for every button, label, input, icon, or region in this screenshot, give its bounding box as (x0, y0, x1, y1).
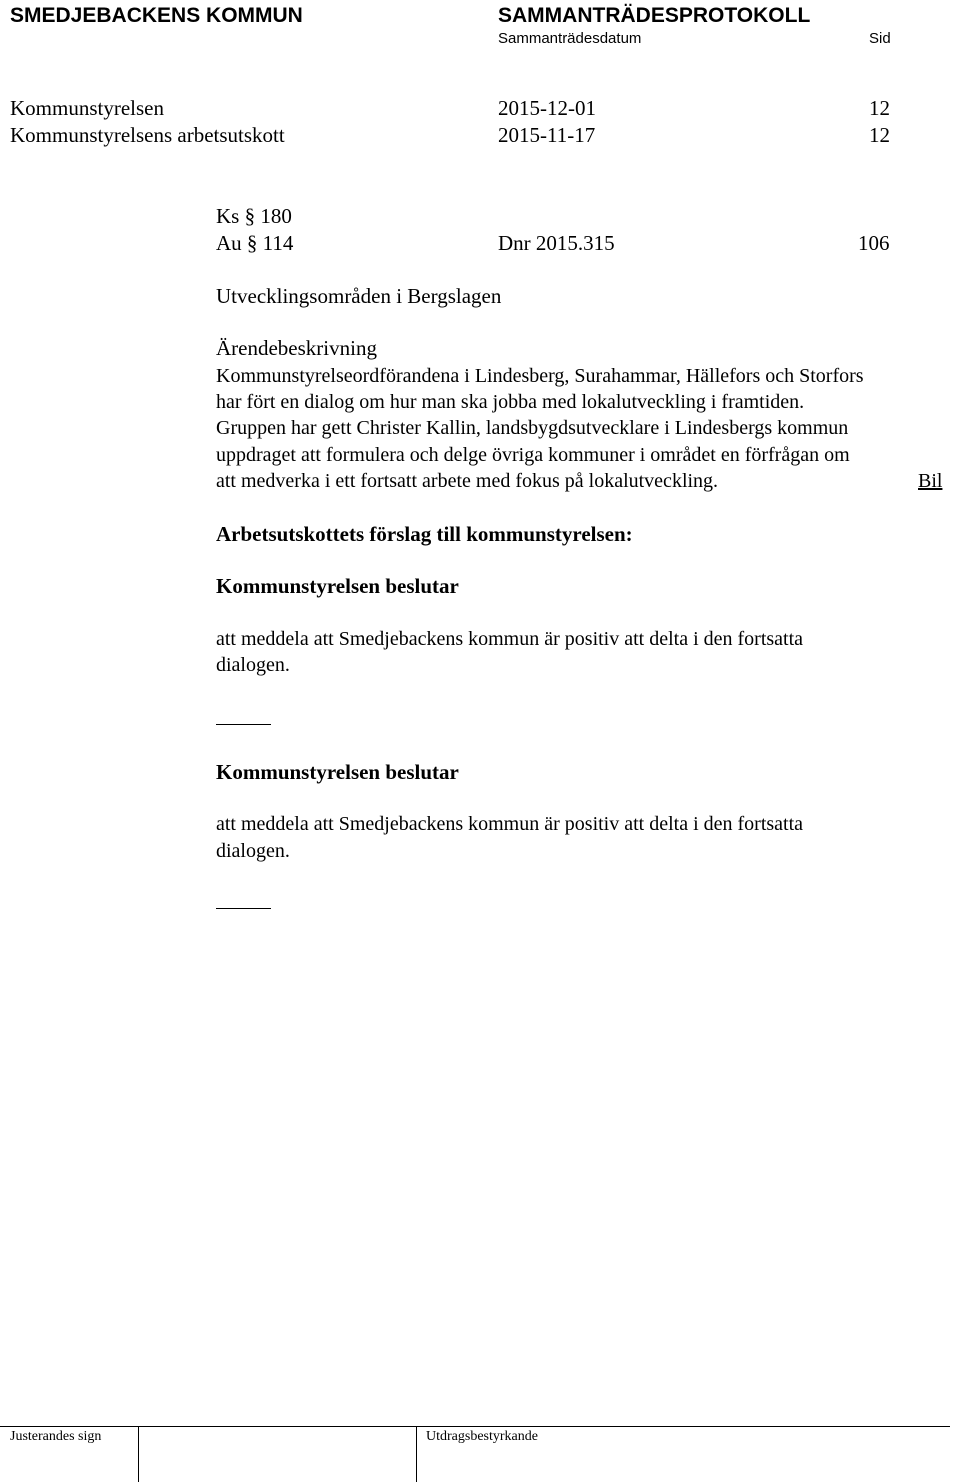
ks-paragraph-ref: Ks § 180 (216, 204, 292, 228)
proposal-text: att meddela att Smedjebackens kommun är positiv att delta i den fortsatta (216, 628, 804, 650)
page-label: Sid (869, 30, 891, 47)
case-title: Utvecklingsområden i Bergslagen (216, 284, 502, 308)
section-divider (216, 908, 271, 909)
meeting-body: Kommunstyrelsen (10, 96, 164, 120)
description-line: Gruppen har gett Christer Kallin, landsbygdsutvecklare i Lindesbergs kommun (216, 417, 849, 439)
decision-text: dialogen. (216, 840, 290, 862)
au-paragraph-ref: Au § 114 (216, 231, 294, 255)
description-line: uppdraget att formulera och delge övriga kommuner i området en förfrågan om (216, 444, 850, 466)
meeting-page: 12 (869, 96, 890, 120)
diary-number: Dnr 2015.315 (498, 231, 615, 255)
attachment-link[interactable]: Bil (918, 470, 943, 492)
meeting-page: 12 (869, 123, 890, 147)
description-line: har fört en dialog om hur man ska jobba med lokalutveckling i framtiden. (216, 391, 805, 413)
footer-cell-border (416, 1426, 417, 1482)
meeting-date: 2015-11-17 (498, 123, 596, 147)
meeting-date: 2015-12-01 (498, 96, 596, 120)
case-number: 106 (858, 231, 890, 255)
extract-certification-label: Utdragsbestyrkande (426, 1429, 538, 1444)
document-type: SAMMANTRÄDESPROTOKOLL (498, 4, 811, 27)
section-divider (216, 724, 271, 725)
footer-divider (0, 1426, 950, 1427)
footer-cell-border (138, 1426, 139, 1482)
org-name: SMEDJEBACKENS KOMMUN (10, 4, 303, 27)
meeting-body: Kommunstyrelsens arbetsutskott (10, 123, 285, 147)
description-heading: Ärendebeskrivning (216, 336, 377, 360)
proposal-subheading: Kommunstyrelsen beslutar (216, 574, 459, 598)
proposal-text: dialogen. (216, 654, 290, 676)
description-line: Kommunstyrelseordförandena i Lindesberg, Surahammar, Hällefors och Storfors (216, 365, 864, 387)
justifier-signature-label: Justerandes sign (10, 1429, 102, 1444)
meeting-date-label: Sammanträdesdatum (498, 30, 642, 47)
decision-text: att meddela att Smedjebackens kommun är positiv att delta i den fortsatta (216, 813, 804, 835)
decision-heading: Kommunstyrelsen beslutar (216, 760, 459, 784)
proposal-heading: Arbetsutskottets förslag till kommunstyrelsen: (216, 522, 633, 546)
description-line: att medverka i ett fortsatt arbete med fokus på lokalutveckling. (216, 470, 719, 492)
